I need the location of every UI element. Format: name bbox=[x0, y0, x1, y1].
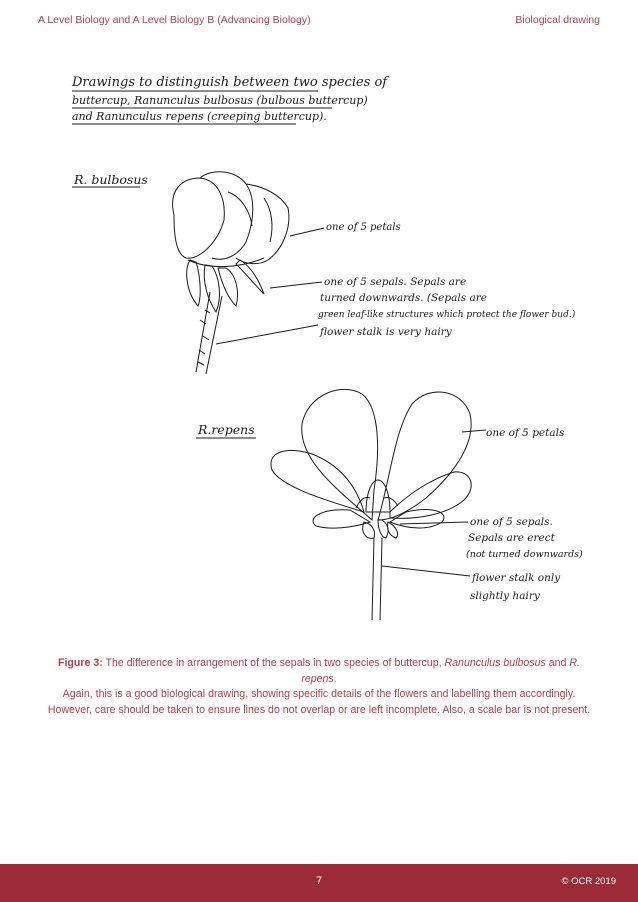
figure-caption bbox=[40, 656, 598, 718]
caption-species-1: Ranunculus bulbosus bbox=[444, 657, 546, 669]
drawing-title-line-2: buttercup, Ranunculus bulbosus (bulbous buttercup) bbox=[72, 94, 368, 107]
page-footer bbox=[0, 864, 638, 902]
copyright-notice: © OCR 2019 bbox=[561, 876, 616, 887]
caption-text-b: and bbox=[545, 657, 570, 669]
drawing-title-line-3: and Ranunculus repens (creeping buttercup). bbox=[72, 110, 327, 123]
running-header-right: Biological drawing bbox=[515, 14, 600, 26]
bulbosus-petal-pointer bbox=[290, 228, 324, 236]
repens-petal-label: one of 5 petals bbox=[486, 427, 565, 439]
bulbosus-stalk-pointer bbox=[216, 325, 318, 344]
repens-stalk-label-1: flower stalk only bbox=[472, 572, 561, 584]
repens-stalk-pointer bbox=[382, 566, 470, 576]
bulbosus-petal-label: one of 5 petals bbox=[326, 222, 401, 233]
repens-heading: R.repens bbox=[198, 422, 255, 437]
caption-line-2: Again, this is a good biological drawing, showing specific details of the flowers and labelling them accordingly. bbox=[62, 688, 576, 700]
running-header-left: A Level Biology and A Level Biology B (Advancing Biology) bbox=[38, 14, 311, 26]
repens-flower-drawing bbox=[271, 389, 471, 620]
figure-label: Figure 3: bbox=[58, 657, 103, 669]
repens-sepal-pointer bbox=[400, 522, 468, 524]
hand-drawn-figure bbox=[60, 60, 583, 620]
bulbosus-stalk-label: flower stalk is very hairy bbox=[320, 326, 452, 338]
drawing-title-line-1: Drawings to distinguish between two species of bbox=[72, 75, 388, 90]
bulbosus-sepal-label-2: turned downwards. (Sepals are bbox=[320, 292, 487, 304]
bulbosus-sepal-pointer bbox=[270, 282, 322, 288]
caption-line-3: However, care should be taken to ensure lines do not overlap or are left incomplete. Also, a scale bar is not present. bbox=[47, 703, 591, 716]
caption-text-a: The difference in arrangement of the sepals in two species of buttercup, bbox=[102, 657, 445, 669]
caption-species-2: R. repens bbox=[301, 657, 580, 685]
page-number: 7 bbox=[315, 875, 323, 887]
repens-stalk-label-2: slightly hairy bbox=[470, 590, 540, 602]
repens-sepal-label-2: Sepals are erect bbox=[468, 532, 555, 544]
repens-petal-pointer bbox=[462, 430, 486, 432]
repens-sepal-label-1: one of 5 sepals. bbox=[470, 516, 553, 528]
bulbosus-sepal-label-3: green leaf-like structures which protect the flower bud.) bbox=[318, 310, 576, 320]
caption-line-1 bbox=[40, 656, 598, 687]
bulbosus-sepal-label-1: one of 5 sepals. Sepals are bbox=[324, 276, 467, 288]
caption-text-c: . bbox=[333, 672, 337, 685]
repens-sepal-label-3: (not turned downwards) bbox=[466, 549, 583, 560]
drawing-canvas bbox=[60, 60, 583, 620]
bulbosus-heading: R. bulbosus bbox=[74, 172, 148, 187]
bulbosus-flower-drawing bbox=[173, 172, 289, 374]
